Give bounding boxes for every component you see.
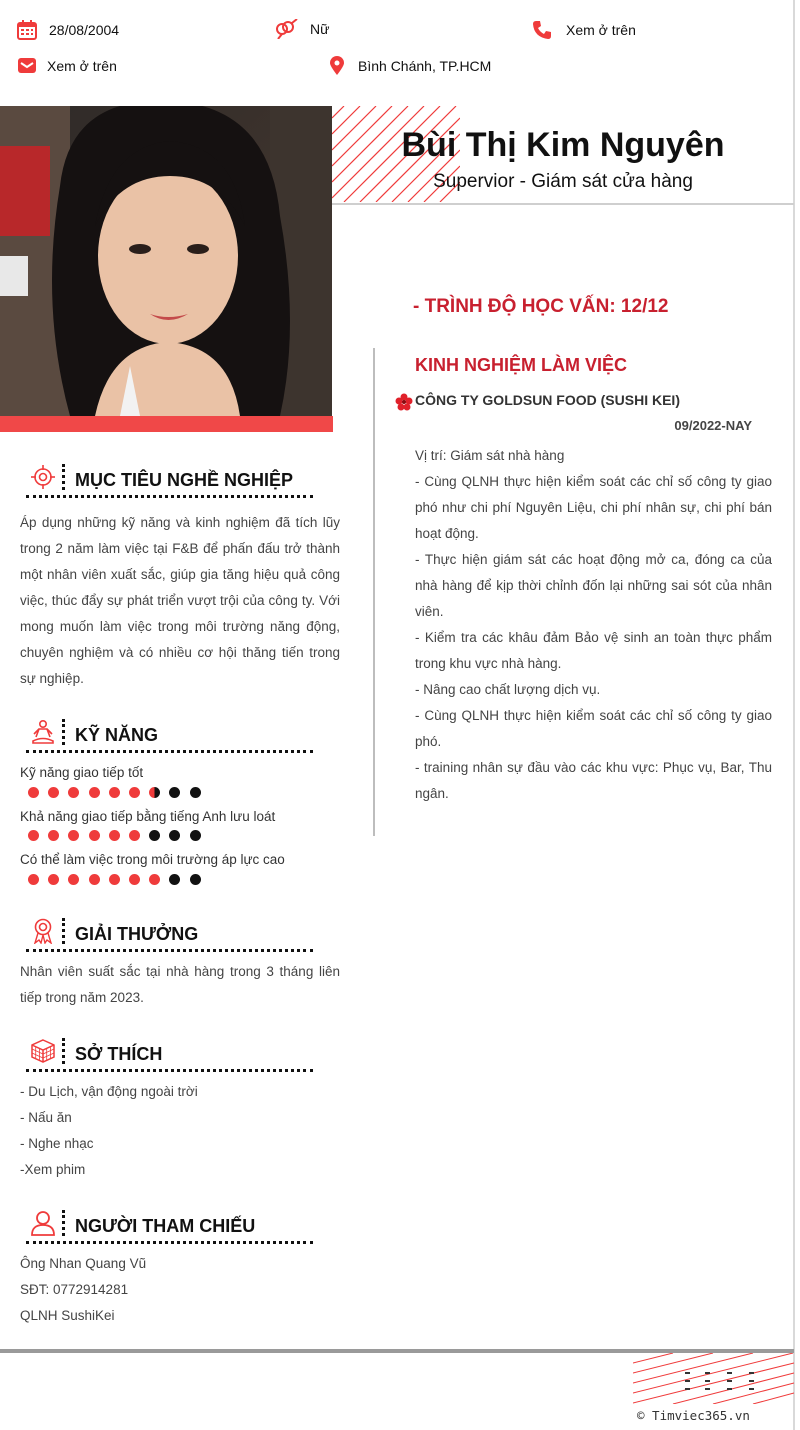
awards-title: GIẢI THƯỞNG xyxy=(75,924,199,944)
references-header xyxy=(26,1206,313,1248)
email-icon xyxy=(17,56,37,76)
rating-dot xyxy=(109,787,120,798)
experience-title: KINH NGHIỆM LÀM VIỆC xyxy=(415,355,628,375)
company-name: CÔNG TY GOLDSUN FOOD (SUSHI KEI) xyxy=(415,392,680,408)
contact-birthday xyxy=(17,20,119,40)
awards-text: Nhân viên suất sắc tại nhà hàng trong 3 tháng liên tiếp trong năm 2023. xyxy=(20,964,340,1005)
skill-label: Khả năng giao tiếp bằng tiếng Anh lưu loát xyxy=(20,809,276,824)
rating-dot xyxy=(68,874,79,885)
rating-dot xyxy=(109,874,120,885)
header-underline xyxy=(26,495,313,498)
experience-line: - training nhân sự đầu vào các khu vực: Phục vụ, Bar, Thu ngân. xyxy=(415,760,772,801)
hero-divider xyxy=(332,203,794,205)
rating-dot xyxy=(48,787,59,798)
award-ribbon-icon xyxy=(30,918,56,944)
header-dots xyxy=(62,1038,65,1064)
rating-dot xyxy=(129,874,140,885)
calendar-icon xyxy=(17,20,37,40)
skills-header xyxy=(26,715,313,757)
rating-dot xyxy=(169,874,180,885)
experience-line: - Cùng QLNH thực hiện kiểm soát các chỉ số công ty giao phó như chi phí Nguyên Liệu, chi phí nhân sự, chi phí bán hoạt động. xyxy=(415,474,772,541)
objective-text: Áp dụng những kỹ năng và kinh nghiệm đã tích lũy trong 2 năm làm việc tại F&B để phấn đấu trở thành một nhân viên xuất sắc, giúp gia tăng hiệu quả công việc, thúc đẩy sự phát triển vượt trội của công ty. Với mong muốn làm việc trong môi trường năng động, chuyên nghiệm và có nhiều cơ hội thăng tiến trong sự nghiệp. xyxy=(20,515,340,686)
rating-dot xyxy=(190,787,201,798)
hobbies-title: SỞ THÍCH xyxy=(75,1044,163,1064)
rating-dot xyxy=(89,830,100,841)
rating-dot xyxy=(28,874,39,885)
footer-dots-decoration xyxy=(683,1371,763,1391)
header-dots xyxy=(62,719,65,745)
skill-label: Có thể làm việc trong môi trường áp lực cao xyxy=(20,852,285,867)
references-title: NGƯỜI THAM CHIẾU xyxy=(75,1216,256,1236)
profile-photo xyxy=(0,106,332,416)
address-value: Bình Chánh, TP.HCM xyxy=(358,58,492,74)
gender-value: Nữ xyxy=(310,21,330,37)
experience-details xyxy=(415,443,772,807)
rating-dot xyxy=(149,874,160,885)
rating-dot xyxy=(89,787,100,798)
page-border xyxy=(793,0,795,1430)
experience-line: - Thực hiện giám sát các hoạt động mở ca, đóng ca của nhà hàng để kịp thời chỉnh đốn lại những sai sót của nhân viên. xyxy=(415,552,772,619)
hobby-item: - Du Lịch, vận động ngoài trời xyxy=(20,1084,198,1099)
candidate-name: Bùi Thị Kim Nguyên xyxy=(401,126,725,164)
awards-header xyxy=(26,914,313,956)
header-underline xyxy=(26,1241,313,1244)
phone-value: Xem ở trên xyxy=(566,22,636,38)
user-icon xyxy=(30,1210,56,1236)
contact-email xyxy=(17,56,117,76)
experience-line: - Cùng QLNH thực hiện kiểm soát các chỉ số công ty giao phó. xyxy=(415,708,772,749)
candidate-position: Supervior - Giám sát cửa hàng xyxy=(433,171,693,192)
reference-item: QLNH SushiKei xyxy=(20,1308,115,1323)
skill-rating xyxy=(28,874,210,885)
references-list xyxy=(20,1251,340,1329)
contact-address xyxy=(327,56,491,76)
hobbies-list xyxy=(20,1079,340,1183)
rating-dot xyxy=(28,787,39,798)
hobby-item: -Xem phim xyxy=(20,1162,86,1177)
cube-icon xyxy=(30,1038,56,1064)
experience-line: - Nâng cao chất lượng dịch vụ. xyxy=(415,682,601,697)
rating-dot xyxy=(48,874,59,885)
meditation-icon xyxy=(30,719,56,745)
birthday-value: 28/08/2004 xyxy=(49,22,120,38)
rating-dot xyxy=(109,830,120,841)
rating-dot xyxy=(48,830,59,841)
copyright-text: © Timviec365.vn xyxy=(637,1408,750,1423)
rating-dot xyxy=(190,830,201,841)
header-underline xyxy=(26,1069,313,1072)
hobby-item: - Nghe nhạc xyxy=(20,1136,94,1151)
header-dots xyxy=(62,1210,65,1236)
experience-line: Vị trí: Giám sát nhà hàng xyxy=(415,448,565,463)
rating-dot xyxy=(68,787,79,798)
header-underline xyxy=(26,949,313,952)
objective-header xyxy=(26,460,313,502)
experience-line: - Kiểm tra các khâu đảm Bảo vệ sinh an toàn thực phẩm trong khu vực nhà hàng. xyxy=(415,630,772,671)
header-dots xyxy=(62,918,65,944)
rating-dot xyxy=(68,830,79,841)
work-period: 09/2022-NAY xyxy=(674,418,752,433)
phone-icon xyxy=(532,20,552,40)
column-divider xyxy=(373,348,375,836)
objective-title: MỤC TIÊU NGHỀ NGHIỆP xyxy=(75,470,294,490)
rating-dot xyxy=(89,874,100,885)
map-pin-icon xyxy=(327,56,347,76)
rating-dot xyxy=(149,830,160,841)
education-heading: - TRÌNH ĐỘ HỌC VẤN: 12/12 xyxy=(413,296,669,317)
rating-dot xyxy=(169,787,180,798)
skill-label: Kỹ năng giao tiếp tốt xyxy=(20,765,144,780)
rating-dot xyxy=(28,830,39,841)
rating-dot xyxy=(190,874,201,885)
photo-accent-bar xyxy=(0,416,333,432)
rating-dot xyxy=(129,830,140,841)
contact-phone xyxy=(532,20,636,40)
reference-item: Ông Nhan Quang Vũ xyxy=(20,1256,147,1271)
target-icon xyxy=(30,464,56,490)
skill-rating xyxy=(28,830,210,841)
rating-dot xyxy=(149,787,160,798)
gender-icon xyxy=(274,19,298,39)
skills-title: KỸ NĂNG xyxy=(75,725,159,745)
rating-dot xyxy=(129,787,140,798)
email-value: Xem ở trên xyxy=(47,58,117,74)
skill-rating xyxy=(28,787,210,798)
flower-bullet-icon xyxy=(395,393,413,411)
contact-gender xyxy=(274,19,329,39)
rating-dot xyxy=(169,830,180,841)
header-dots xyxy=(62,464,65,490)
hobbies-header xyxy=(26,1034,313,1076)
hobby-item: - Nấu ăn xyxy=(20,1110,72,1125)
header-underline xyxy=(26,750,313,753)
reference-item: SĐT: 0772914281 xyxy=(20,1282,129,1297)
